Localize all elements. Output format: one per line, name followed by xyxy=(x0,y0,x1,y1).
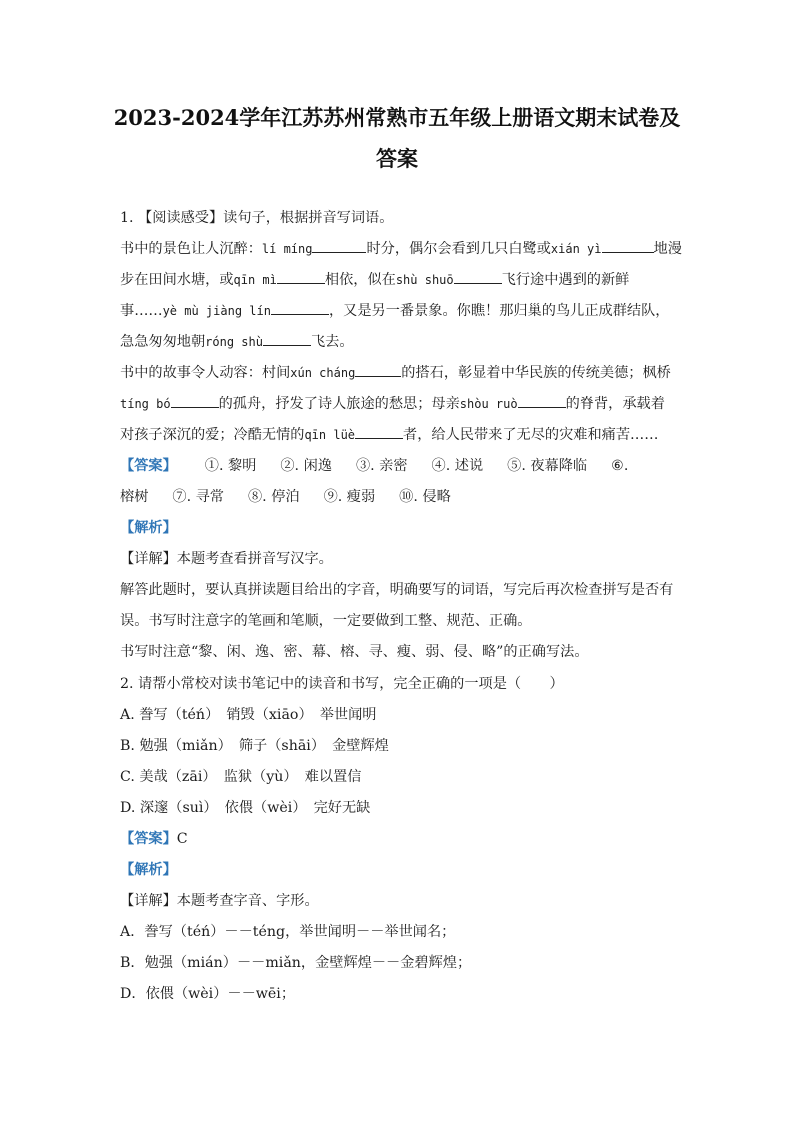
pinyin-prompt: róng shù xyxy=(205,335,263,349)
question-1-explanation-2: 误。书写时注意字的笔画和笔顺，一定要做到工整、规范、正确。 xyxy=(120,613,532,629)
text-segment: 相依，似在 xyxy=(324,272,396,288)
pinyin-prompt: xián yì xyxy=(550,242,602,256)
text-segment: 飞去。 xyxy=(310,334,354,350)
question-1-line-5 xyxy=(120,362,680,383)
text-segment: ，又是另一番景象。你瞧！那归巢的鸟儿正成群结队， xyxy=(328,303,670,319)
answer-item: ⑥. xyxy=(611,458,629,474)
answer-item: ②. 闲逸 xyxy=(280,458,332,474)
detail-tag: 【详解】 xyxy=(120,551,177,567)
pinyin-prompt: shù shuō xyxy=(395,273,454,287)
answer-item: ⑩. 侵略 xyxy=(399,489,451,505)
question-1-explanation-3: 书写时注意“黎、闲、逸、密、幕、榕、寻、瘦、弱、侵、略”的正确写法。 xyxy=(120,644,589,660)
pinyin-prompt: tíng bó xyxy=(120,397,171,411)
answer-tag: 【答案】 xyxy=(120,458,177,474)
answer-item: ④. 述说 xyxy=(431,458,484,474)
question-2-option-d: D. 深邃（suì） 依偎（wèi） 完好无缺 xyxy=(120,800,371,816)
answer-item: ③. 亲密 xyxy=(355,458,408,474)
text-segment: 地漫 xyxy=(653,241,682,257)
question-1-line-6 xyxy=(120,393,680,414)
pinyin-prompt: qīn lüè xyxy=(304,428,356,442)
answer-item: ⑧. 停泊 xyxy=(247,489,300,505)
question-2-detail xyxy=(120,891,680,911)
detail-tag: 【详解】 xyxy=(120,893,177,909)
question-2-option-a: A. 誊写（téń） 销毁（xiāo） 举世闻明 xyxy=(120,707,377,723)
document-title-line-1: 2023-2024学年江苏苏州常熟市五年级上册语文期末试卷及 xyxy=(113,105,681,130)
pinyin-prompt: yè mù jiàng lín xyxy=(162,304,271,318)
answer-item: ①. 黎明 xyxy=(204,458,257,474)
text-segment: 的脊背，承载着 xyxy=(565,396,665,412)
answer-blank xyxy=(355,424,403,439)
pinyin-prompt: qīn mì xyxy=(233,273,277,287)
document-title-line-2: 答案 xyxy=(376,146,418,171)
answer-item: ⑨. 瘦弱 xyxy=(323,489,376,505)
question-1-line-7 xyxy=(120,424,680,445)
question-2-detail-b: B．勉强（mián）－－miǎn，金壁辉煌－－金碧辉煌； xyxy=(120,955,472,971)
answer-blank xyxy=(602,238,654,253)
text-segment: 的孤舟，抒发了诗人旅途的愁思；母亲 xyxy=(218,396,460,412)
question-2-option-b: B. 勉强（miǎn） 筛子（shāi） 金壁辉煌 xyxy=(120,738,389,754)
pinyin-prompt: shòu ruò xyxy=(459,397,518,411)
question-1-stem: 1. 【阅读感受】读句子，根据拼音写词语。 xyxy=(120,210,394,226)
answer-blank xyxy=(454,269,502,284)
text-segment: 步在田间水塘，或 xyxy=(120,272,234,288)
question-2-analysis-tag: 【解析】 xyxy=(120,862,177,878)
question-1-explanation-1: 解答此题时，要认真拼读题目给出的字音，明确要写的词语，写完后再次检查拼写是否有 xyxy=(120,582,674,598)
text-segment: 书中的故事令人动容：村间 xyxy=(120,365,291,381)
question-2-stem: 2. 请帮小常校对读书笔记中的读音和书写，完全正确的一项是（ ） xyxy=(120,676,564,692)
text-segment: 事…… xyxy=(120,303,163,319)
question-1-line-1 xyxy=(120,238,680,259)
pinyin-prompt: lí míng xyxy=(261,242,313,256)
text-segment: 飞行途中遇到的新鲜 xyxy=(501,272,630,288)
question-1-line-2 xyxy=(120,269,680,290)
text-segment: 急急匆匆地朝 xyxy=(120,334,206,350)
question-2-detail-a: A．誊写（téń）－－téng，举世闻明－－举世闻名； xyxy=(120,924,456,940)
answer-value: C xyxy=(176,831,188,847)
answer-blank xyxy=(277,269,325,284)
question-2-answer xyxy=(120,829,680,849)
text-segment: 的搭石，彰显着中华民族的传统美德；枫桥 xyxy=(401,365,671,381)
answer-blank xyxy=(271,300,329,315)
question-2-option-c: C. 美哉（zāi） 监狱（yù） 难以置信 xyxy=(120,769,362,785)
detail-text: 本题考查看拼音写汉字。 xyxy=(176,551,333,567)
text-segment: 时分，偶尔会看到几只白鹭或 xyxy=(366,241,551,257)
question-1-answer-line-2 xyxy=(120,487,680,507)
detail-text: 本题考查字音、字形。 xyxy=(176,893,319,909)
question-2-detail-d: D．依偎（wèi）－－wēi； xyxy=(120,986,296,1002)
answer-blank xyxy=(171,393,219,408)
question-1-line-4 xyxy=(120,331,680,352)
text-segment: 书中的景色让人沉醉： xyxy=(120,241,262,257)
answer-blank xyxy=(312,238,366,253)
answer-item: 榕树 xyxy=(120,489,149,505)
text-segment: 对孩子深沉的爱；冷酷无情的 xyxy=(120,427,305,443)
question-1-answer-line-1 xyxy=(120,456,680,476)
question-1-line-3 xyxy=(120,300,680,321)
answer-blank xyxy=(263,331,311,346)
answer-item: ⑤. 夜幕降临 xyxy=(507,458,588,474)
text-segment: 者，给人民带来了无尽的灾难和痛苦…… xyxy=(403,427,659,443)
answer-tag: 【答案】 xyxy=(120,831,177,847)
question-1-detail xyxy=(120,549,680,569)
pinyin-prompt: xún cháng xyxy=(290,366,356,380)
answer-blank xyxy=(355,362,401,377)
question-1-analysis-tag: 【解析】 xyxy=(120,520,177,536)
answer-item: ⑦. 寻常 xyxy=(172,489,224,505)
answer-blank xyxy=(518,393,566,408)
